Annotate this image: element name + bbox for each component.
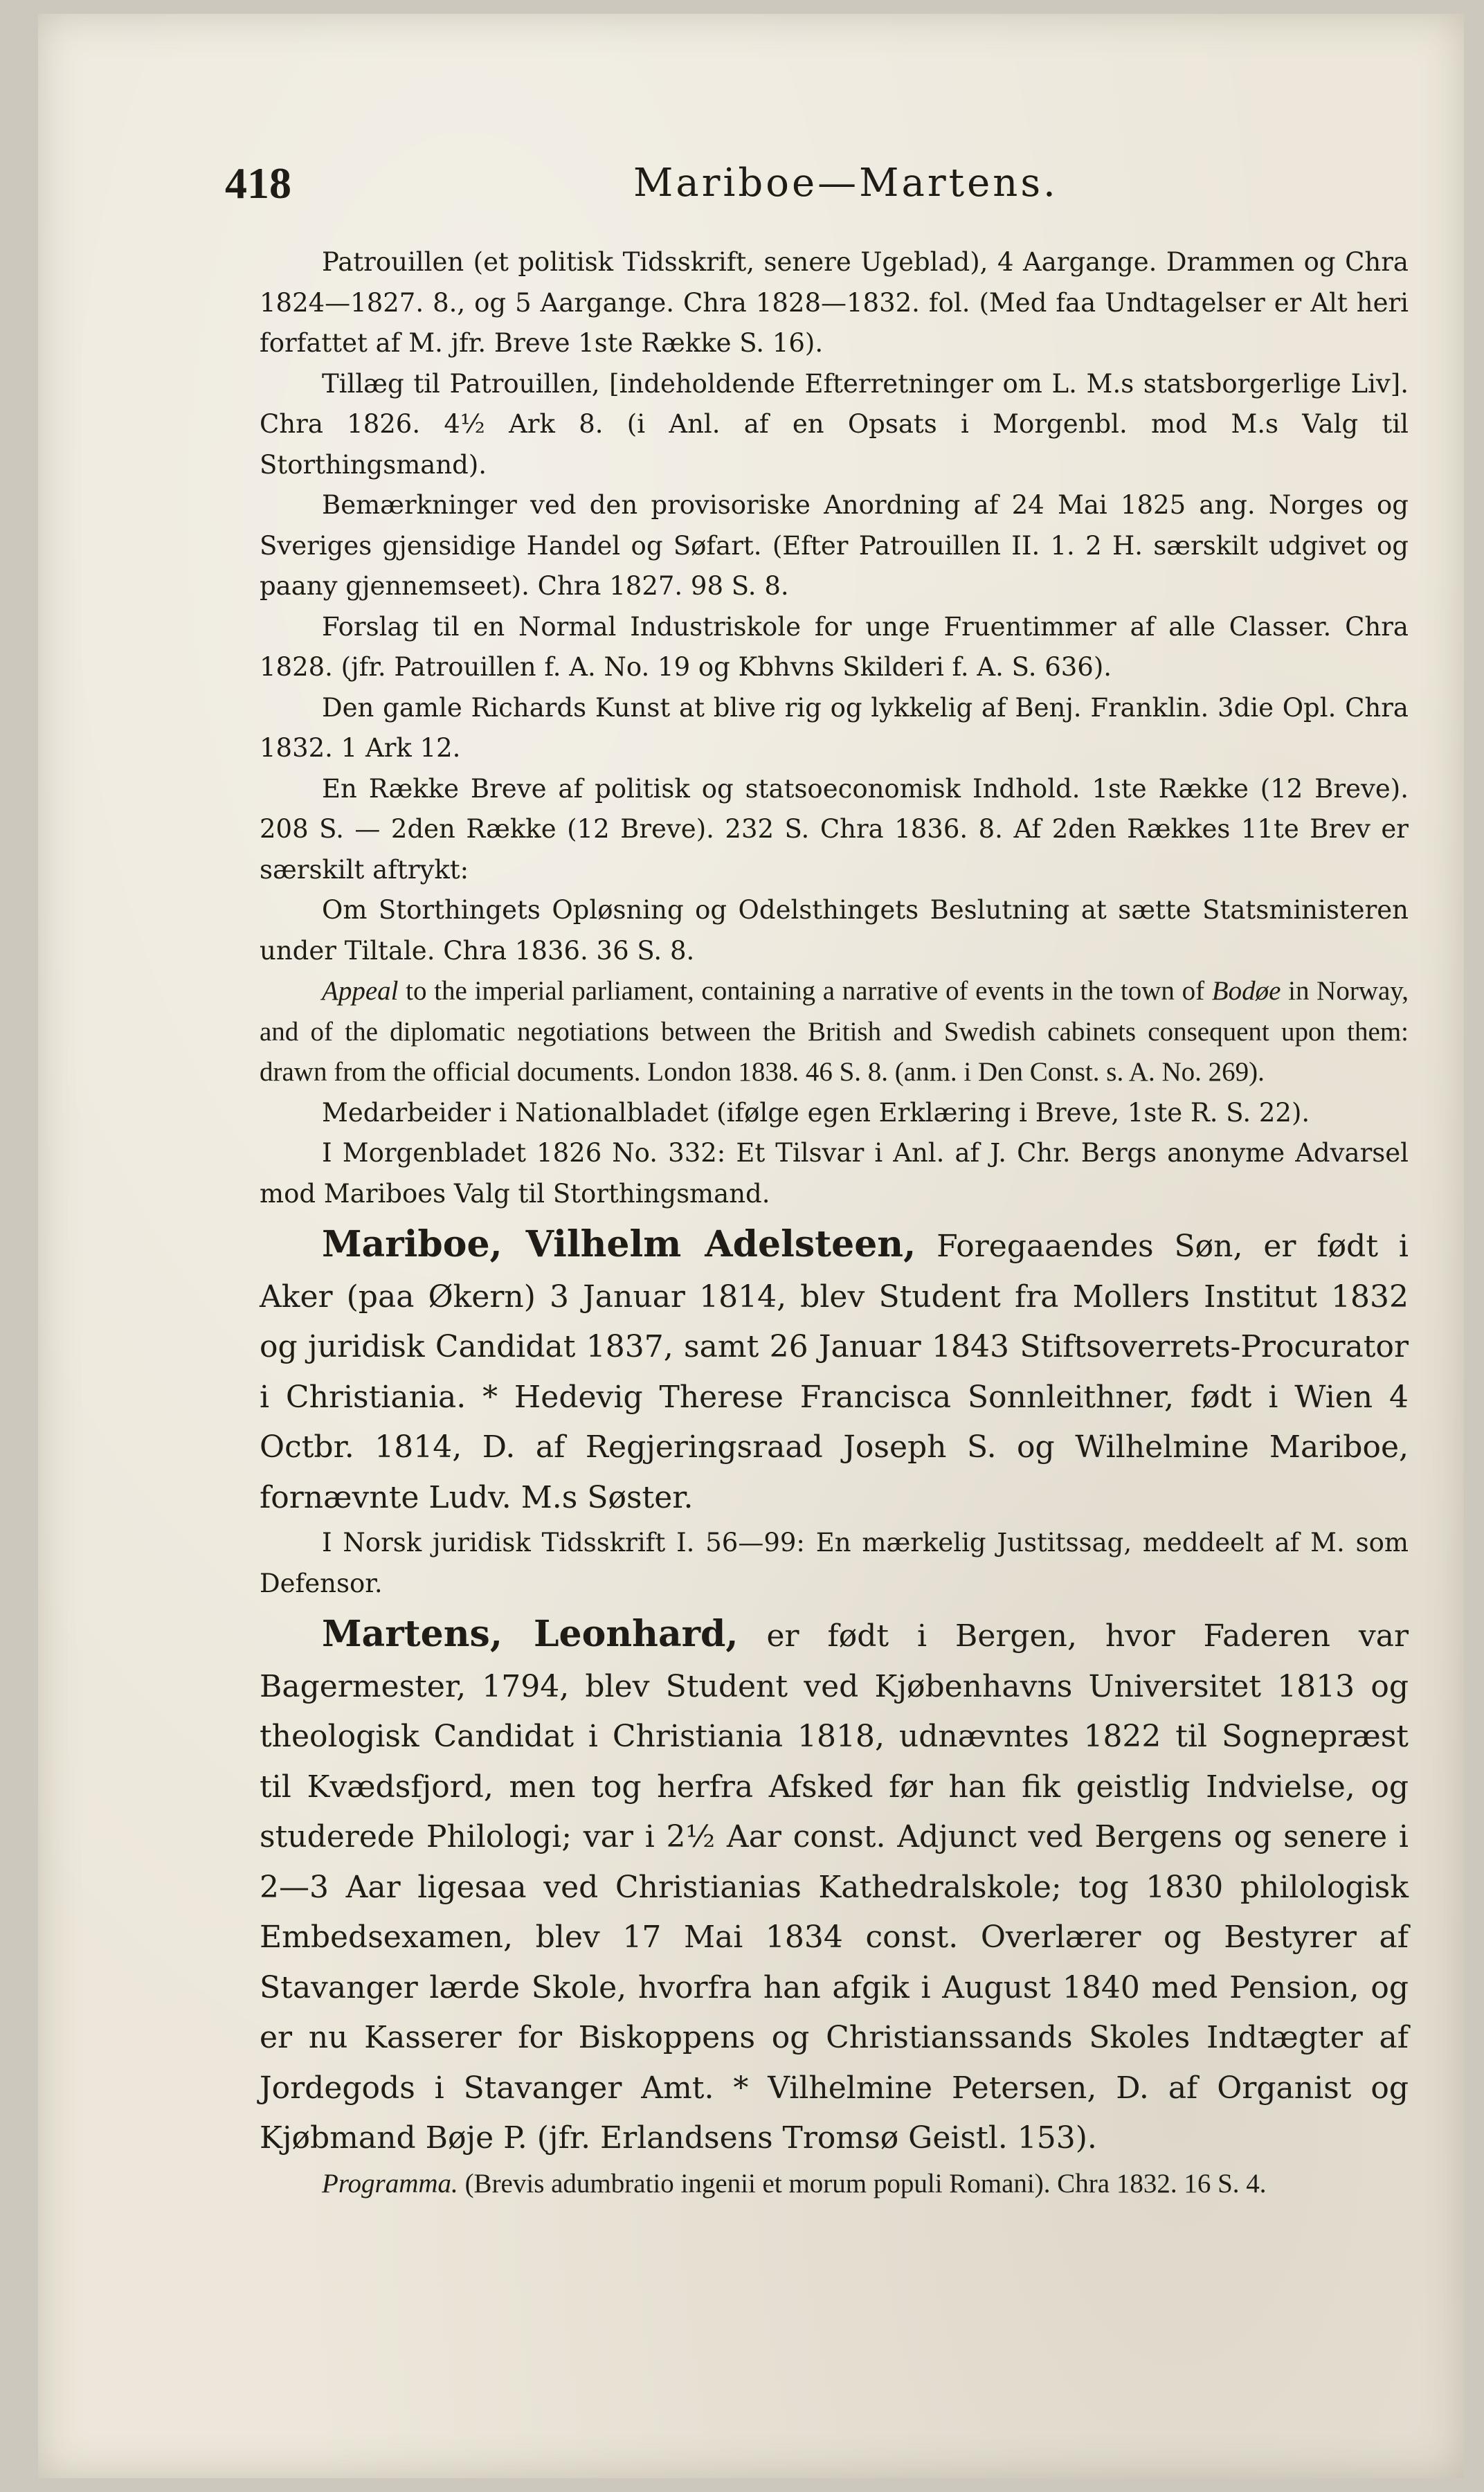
book-page bbox=[38, 14, 1464, 2478]
page-number: 418 bbox=[225, 159, 291, 208]
spacer bbox=[260, 1214, 1409, 1220]
entry-mariboe-name: Mariboe, Vilhelm Adelsteen, bbox=[322, 1223, 916, 1265]
appeal-place: Bodøe bbox=[1211, 976, 1281, 1006]
page-body bbox=[260, 242, 1409, 2204]
page-header bbox=[225, 152, 1415, 215]
running-title: Mariboe—Martens. bbox=[633, 161, 1058, 206]
work-raekke-breve: En Række Breve af politisk og statsoeconomisk Indhold. 1ste Række (12 Breve). 208 S. — 2den Række (12 Breve). 232 S. Chra 1836. 8. Af 2den Rækkes 11te Brev er særskilt aftrykt: bbox=[260, 773, 1409, 885]
appeal-title: Appeal bbox=[322, 976, 399, 1006]
spacer bbox=[260, 1604, 1409, 1609]
programma-title: Programma. bbox=[322, 2168, 458, 2198]
programma-text: (Brevis adumbratio ingenii et morum populi Romani). Chra 1832. 16 S. 4. bbox=[458, 2168, 1267, 2198]
note-morgenbladet: I Morgenbladet 1826 No. 332: Et Tilsvar i Anl. af J. Chr. Bergs anonyme Advarsel mod Mariboes Valg til Storthingsmand. bbox=[260, 1138, 1409, 1209]
work-bemaerkninger: Bemærkninger ved den provisoriske Anordning af 24 Mai 1825 ang. Norges og Sveriges gjensidige Handel og Søfart. (Efter Patrouillen II. 1. 2 H. særskilt udgivet og paany gjennemseet). Chra 1827. 98 S. 8. bbox=[260, 490, 1409, 601]
note-nationalbladet: Medarbeider i Nationalbladet (ifølge egen Erklæring i Breve, 1ste R. S. 22). bbox=[322, 1097, 1310, 1128]
work-richards-kunst: Den gamle Richards Kunst at blive rig og lykkelig af Benj. Franklin. 3die Opl. Chra 1832. 1 Ark 12. bbox=[260, 692, 1409, 763]
work-tillaeg: Tillæg til Patrouillen, [indeholdende Efterretninger om L. M.s statsborgerlige Liv]. Chra 1826. 4½ Ark 8. (i Anl. af en Opsats i Morgenbl. mod M.s Valg til Storthingsmand). bbox=[260, 368, 1409, 480]
appeal-text-1: to the imperial parliament, containing a narrative of events in the town of bbox=[398, 976, 1212, 1006]
work-appeal bbox=[260, 971, 1409, 1093]
entry-martens-bio bbox=[260, 1609, 1409, 2164]
entry-mariboe-bio bbox=[260, 1220, 1409, 1523]
entry-mariboe-text: Foregaaendes Søn, er født i Aker (paa Økern) 3 Januar 1814, blev Student fra Mollers Institut 1832 og juridisk Candidat 1837, samt 26 Januar 1843 Stiftsoverrets-Procurator i Christiania. * Hedevig Therese Francisca Sonnleithner, født i Wien 4 Octbr. 1814, D. af Regjeringsraad Joseph S. og Wilhelmine Mariboe, fornævnte Ludv. M.s Søster. bbox=[260, 1229, 1409, 1515]
entry-martens-name: Martens, Leonhard, bbox=[322, 1613, 739, 1655]
work-storthingets-oplosning: Om Storthingets Opløsning og Odelsthingets Beslutning at sætte Statsministeren under Tiltale. Chra 1836. 36 S. 8. bbox=[260, 895, 1409, 966]
work-forslag: Forslag til en Normal Industriskole for unge Fruentimmer af alle Classer. Chra 1828. (jfr. Patrouillen f. A. No. 19 og Kbhvns Skilderi f. A. S. 636). bbox=[260, 611, 1409, 682]
entry-martens-text: er født i Bergen, hvor Faderen var Bagermester, 1794, blev Student ved Kjøbenhavns Universitet 1813 og theologisk Candidat i Christiania 1818, udnævntes 1822 til Sognepræst til Kvædsfjord, men tog herfra Afsked før han fik geistlig Indvielse, og studerede Philologi; var i 2½ Aar const. Adjunct ved Bergens og senere i 2—3 Aar ligesaa ved Christianias Kathedralskole; tog 1830 philologisk Embedsexamen, blev 17 Mai 1834 const. Overlærer og Bestyrer af Stavanger lærde Skole, hvorfra han afgik i August 1840 med Pension, og er nu Kasserer for Biskoppens og Christianssands Skoles Indtægter af Jordegods i Stavanger Amt. * Vilhelmine Petersen, D. af Organist og Kjøbmand Bøje P. (jfr. Erlandsens Tromsø Geistl. 153). bbox=[260, 1618, 1409, 2156]
entry-mariboe-note: I Norsk juridisk Tidsskrift I. 56—99: En mærkelig Justitssag, meddeelt af M. som Defensor. bbox=[260, 1528, 1409, 1598]
entry-martens-programma bbox=[260, 2164, 1409, 2205]
work-patrouillen: Patrouillen (et politisk Tidsskrift, senere Ugeblad), 4 Aargange. Drammen og Chra 1824—1827. 8., og 5 Aargange. Chra 1828—1832. fol. (Med faa Undtagelser er Alt heri forfattet af M. jfr. Breve 1ste Række S. 16). bbox=[260, 247, 1409, 358]
appeal-text-2: in Norway, and of the diplomatic negotiations between the British and Swedish cabinets consequent upon them: drawn from the official documents. London 1838. 46 S. 8. (anm. i Den Const. s. A. No. 269). bbox=[260, 976, 1409, 1087]
